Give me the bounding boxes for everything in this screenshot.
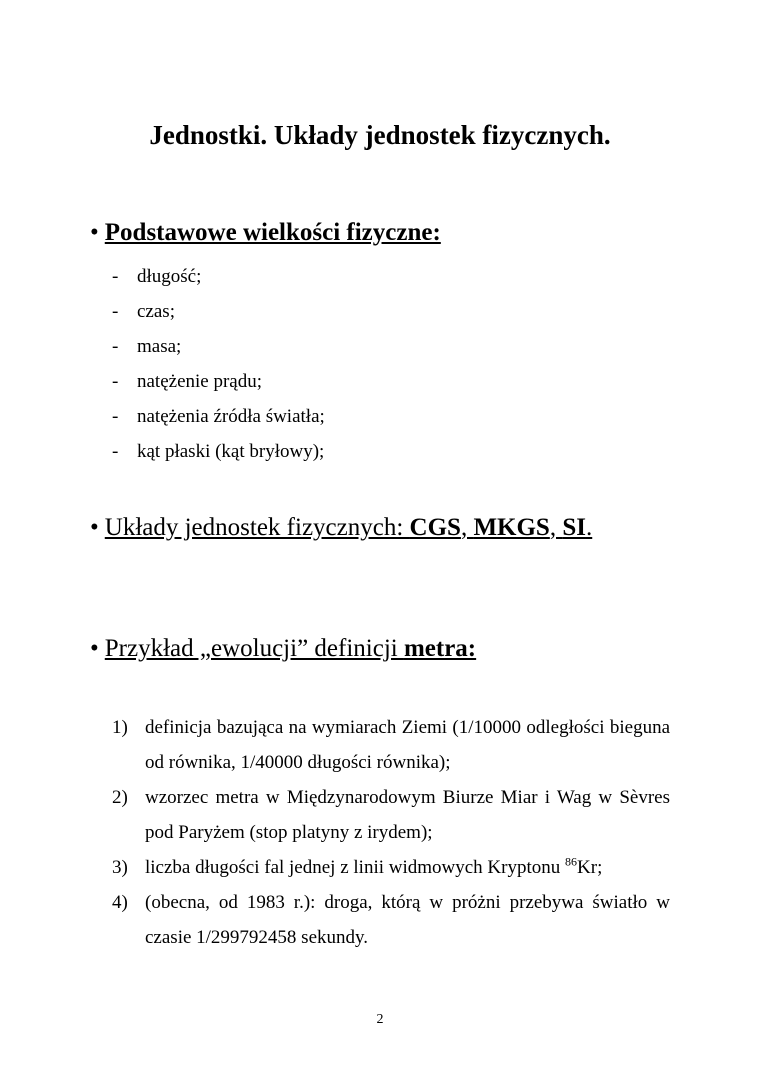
dash-marker: - [112, 371, 119, 392]
unit-system-mkgs: MKGS [473, 514, 550, 541]
basic-quantities-list [112, 262, 325, 472]
list-item-text: czas; [137, 301, 175, 322]
unit-system-cgs: CGS [409, 514, 461, 541]
section-metre-evolution-heading [90, 634, 476, 664]
list-item [112, 885, 670, 955]
list-item-text: kąt płaski (kąt bryłowy); [137, 441, 325, 462]
list-item-text: masa; [137, 336, 182, 357]
item-number: 2) [112, 787, 128, 808]
heading-bold-word: metra: [403, 635, 477, 662]
period: . [585, 514, 593, 541]
dash-marker: - [112, 441, 119, 462]
separator: , [460, 514, 474, 541]
heading-prefix: Przykład „ewolucji” definicji [104, 635, 404, 662]
list-item [112, 297, 325, 332]
section-heading-text: Podstawowe wielkości fizyczne: [104, 219, 441, 246]
list-item-text: długość; [137, 266, 202, 287]
isotope-mass-number: 86 [565, 854, 578, 869]
bullet-glyph: • [90, 219, 99, 246]
section-basic-quantities-heading [90, 218, 441, 248]
item-number: 1) [112, 717, 128, 738]
dash-marker: - [112, 406, 119, 427]
dash-marker: - [112, 301, 119, 322]
bullet-glyph: • [90, 635, 99, 662]
item-text: definicja bazująca na wymiarach Ziemi (1/10000 odległości bieguna od równika, 1/40000 długości równika); [145, 717, 670, 773]
heading-prefix: Układy jednostek fizycznych: [104, 514, 410, 541]
item-text [145, 850, 670, 885]
section-heading-text [105, 514, 592, 541]
metre-definitions-list [112, 710, 670, 955]
bullet-glyph: • [90, 514, 99, 541]
list-item [112, 332, 325, 367]
list-item [112, 850, 670, 885]
item-text-main: liczba długości fal jednej z linii widmowych Kryptonu [145, 857, 566, 878]
item-text: (obecna, od 1983 r.): droga, którą w próżni przebywa światło w czasie 1/299792458 sekundy. [145, 892, 670, 948]
list-item [112, 402, 325, 437]
list-item [112, 262, 325, 297]
item-number: 3) [112, 857, 128, 878]
list-item-text: natężenie prądu; [137, 371, 263, 392]
item-number: 4) [112, 892, 128, 913]
list-item [112, 710, 670, 780]
dash-marker: - [112, 336, 119, 357]
section-unit-systems-heading [90, 513, 592, 543]
list-item [112, 437, 325, 472]
page-title: Jednostki. Układy jednostek fizycznych. [149, 120, 611, 150]
section-heading-text [105, 635, 476, 662]
list-item-text: natężenia źródła światła; [137, 406, 325, 427]
separator: , [549, 514, 563, 541]
page-number: 2 [376, 1012, 384, 1027]
dash-marker: - [112, 266, 119, 287]
item-text: wzorzec metra w Międzynarodowym Biurze Miar i Wag w Sèvres pod Paryżem (stop platyny z irydem); [145, 787, 670, 843]
list-item [112, 367, 325, 402]
item-text-tail: Kr; [577, 857, 603, 878]
unit-system-si: SI [562, 514, 586, 541]
list-item [112, 780, 670, 850]
